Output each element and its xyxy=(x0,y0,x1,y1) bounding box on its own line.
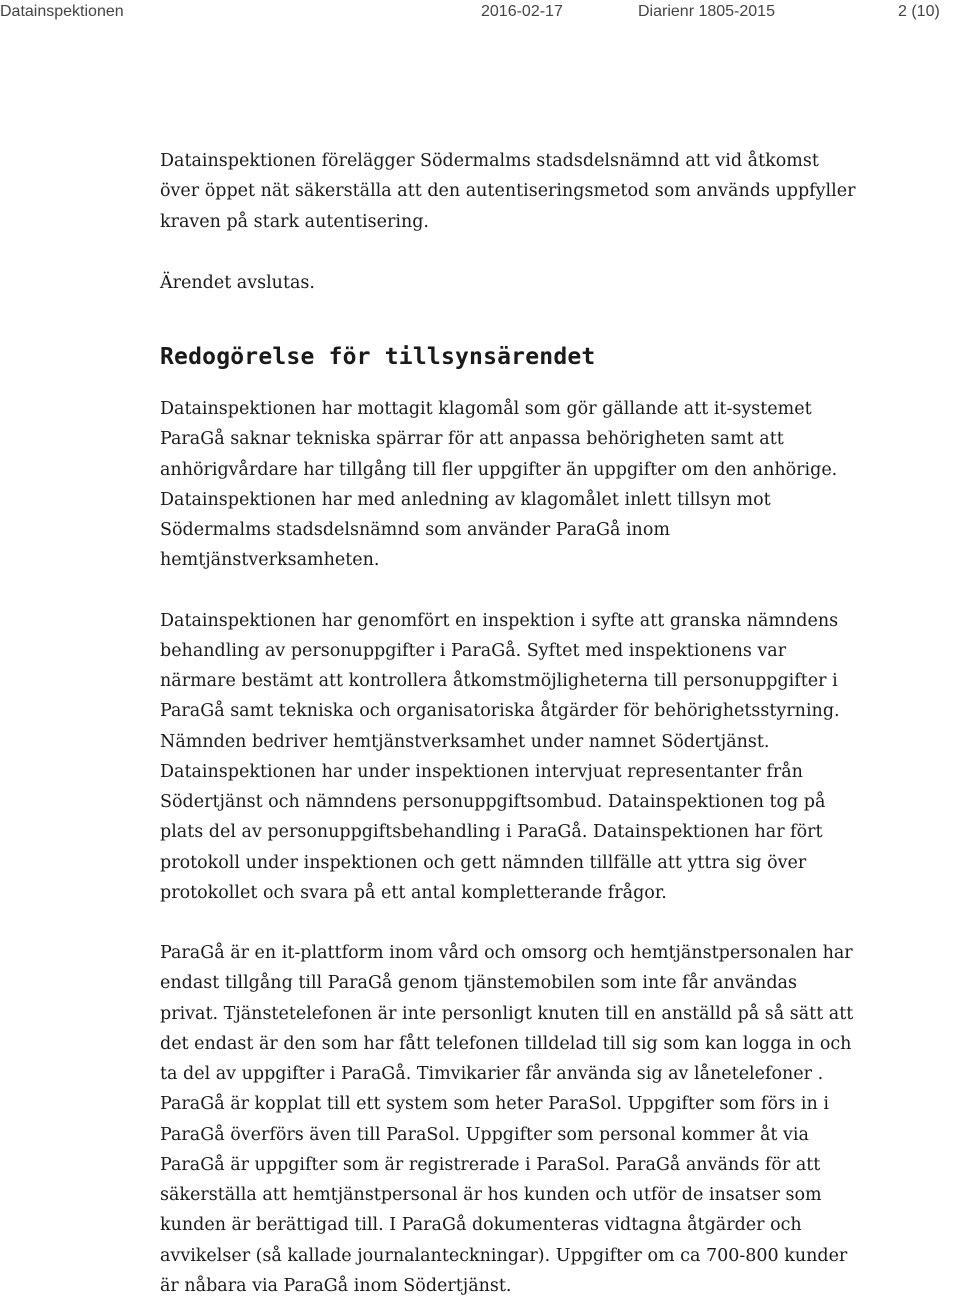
text-line: Datainspektionen har under inspektionen intervjuat representanter från xyxy=(160,761,803,782)
page-header xyxy=(0,0,960,24)
text-line: hemtjänstverksamheten. xyxy=(160,550,380,571)
text-line: är nåbara via ParaGå inom Södertjänst. xyxy=(160,1275,512,1296)
text-line: Nämnden bedriver hemtjänstverksamhet under namnet Södertjänst. xyxy=(160,731,770,752)
intro-paragraph xyxy=(160,146,860,237)
body-paragraph xyxy=(160,394,860,576)
text-line: plats del av personuppgiftsbehandling i ParaGå. Datainspektionen har fört xyxy=(160,822,823,843)
header-page-number: 2 (10) xyxy=(898,3,940,20)
body-paragraph xyxy=(160,938,860,1301)
text-line: ParaGå är kopplat till ett system som heter ParaSol. Uppgifter som förs in i xyxy=(160,1094,829,1115)
text-line: protokollet och svara på ett antal kompletterande frågor. xyxy=(160,882,667,903)
text-line: ParaGå överförs även till ParaSol. Uppgifter som personal kommer åt via xyxy=(160,1124,809,1145)
text-line: kraven på stark autentisering. xyxy=(160,211,429,232)
closing-statement: Ärendet avslutas. xyxy=(160,272,315,293)
header-diary-number: Diarienr 1805-2015 xyxy=(638,3,775,20)
text-line: säkerställa att hemtjänstpersonal är hos kunden och utför de insatser som xyxy=(160,1185,822,1205)
text-line: närmare bestämt att kontrollera åtkomstmöjligheterna till personuppgifter i xyxy=(160,671,838,691)
header-date: 2016-02-17 xyxy=(481,3,563,20)
document-body xyxy=(160,146,860,1301)
text-line: Datainspektionen förelägger Södermalms stadsdelsnämnd att vid åtkomst xyxy=(160,151,819,171)
text-line: Datainspektionen har genomfört en inspektion i syfte att granska nämndens xyxy=(160,610,839,631)
text-line: Datainspektionen har med anledning av klagomålet inlett tillsyn mot xyxy=(160,489,771,510)
text-line: över öppet nät säkerställa att den autentiseringsmetod som används uppfyller xyxy=(160,181,856,202)
text-line: ParaGå är en it-plattform inom vård och omsorg och hemtjänstpersonalen har xyxy=(160,943,853,963)
text-line: Datainspektionen har mottagit klagomål som gör gällande att it-systemet xyxy=(160,399,812,419)
text-line: ParaGå är uppgifter som är registrerade i ParaSol. ParaGå används för att xyxy=(160,1154,821,1175)
text-line: ta del av uppgifter i ParaGå. Timvikarier får använda sig av lånetelefoner . xyxy=(160,1064,824,1084)
text-line: behandling av personuppgifter i ParaGå. Syftet med inspektionens var xyxy=(160,640,787,661)
text-line: endast tillgång till ParaGå genom tjänstemobilen som inte får användas xyxy=(160,973,797,994)
text-line: privat. Tjänstetelefonen är inte personligt knuten till en anställd på så sätt att xyxy=(160,1003,854,1024)
body-paragraph xyxy=(160,606,860,909)
text-line: anhörigvårdare har tillgång till fler uppgifter än uppgifter om den anhörige. xyxy=(160,459,838,480)
text-line: Södermalms stadsdelsnämnd som använder ParaGå inom xyxy=(160,520,670,540)
text-line: kunden är berättigad till. I ParaGå dokumenteras vidtagna åtgärder och xyxy=(160,1215,802,1236)
text-line: det endast är den som har fått telefonen tilldelad till sig som kan logga in och xyxy=(160,1033,852,1054)
text-line: ParaGå samt tekniska och organisatoriska åtgärder för behörighetsstyrning. xyxy=(160,701,840,722)
text-line: protokoll under inspektionen och gett nämnden tillfälle att yttra sig över xyxy=(160,852,807,873)
text-line: ParaGå saknar tekniska spärrar för att anpassa behörigheten samt att xyxy=(160,429,784,450)
header-organization: Datainspektionen xyxy=(0,3,124,20)
text-line: Södertjänst och nämndens personuppgiftsombud. Datainspektionen tog på xyxy=(160,792,826,812)
text-line: avvikelser (så kallade journalanteckningar). Uppgifter om ca 700-800 kunder xyxy=(160,1245,848,1266)
section-heading: Redogörelse för tillsynsärendet xyxy=(160,344,596,370)
